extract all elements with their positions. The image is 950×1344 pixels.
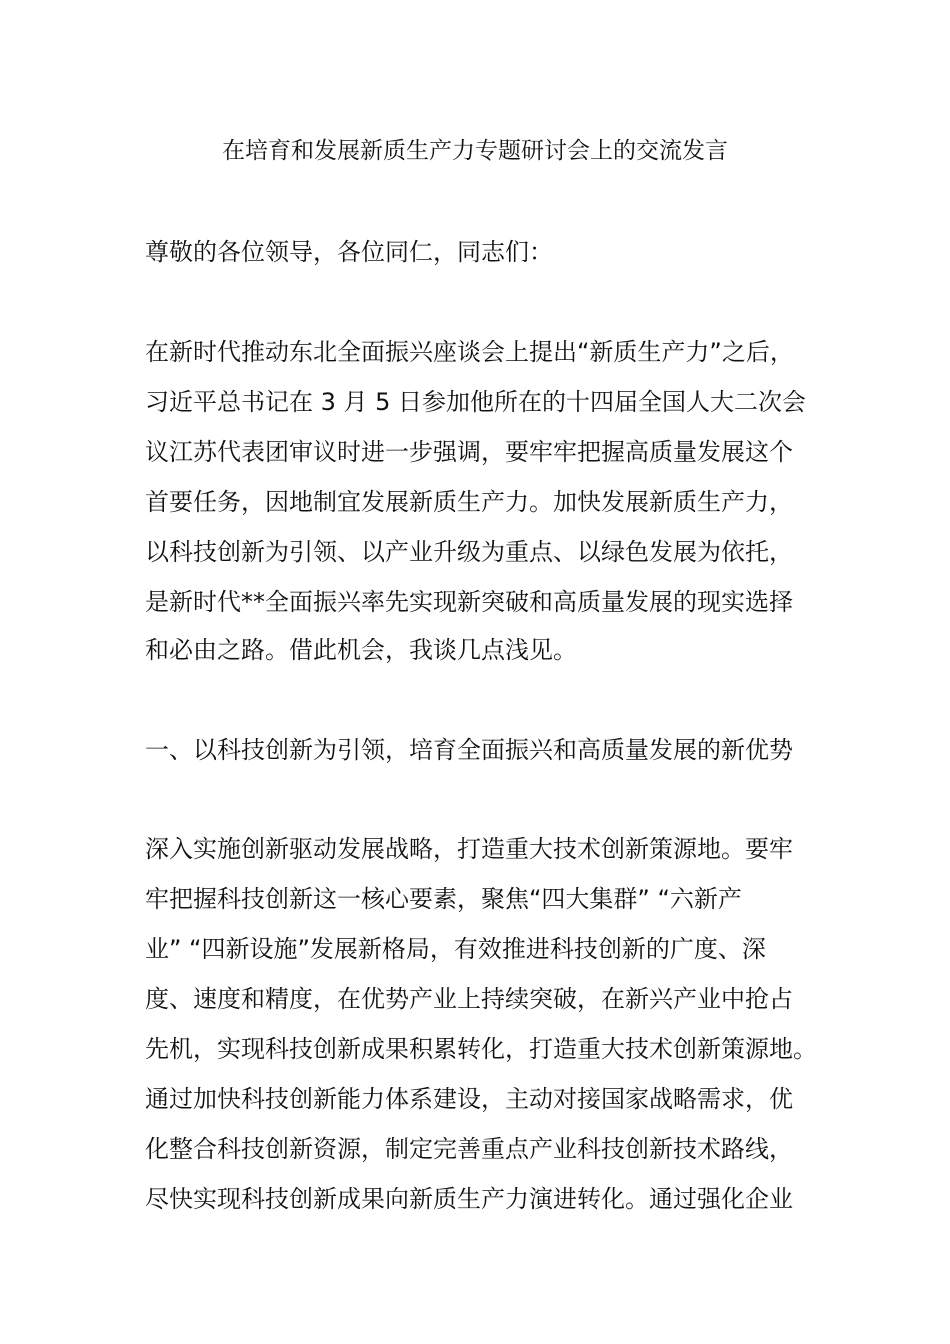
intro-line-3: 议江苏代表团审议时进一步强调，要牢牢把握高质量发展这个 (145, 438, 793, 466)
intro-line-5: 以科技创新为引领、以产业升级为重点、以绿色发展为依托， (145, 538, 793, 566)
intro-line-1: 在新时代推动东北全面振兴座谈会上提出“新质生产力”之后， (145, 338, 794, 366)
document-title: 在培育和发展新质生产力专题研讨会上的交流发言 (222, 138, 728, 164)
section1-line-8: 尽快实现科技创新成果向新质生产力演进转化。通过强化企业 (145, 1185, 793, 1213)
intro-line-7: 和必由之路。借此机会，我谈几点浅见。 (145, 636, 577, 664)
intro-line-2: 习近平总书记在 3 月 5 日参加他所在的十四届全国人大二次会 (145, 388, 807, 416)
section1-line-2: 牢把握科技创新这一核心要素，聚焦“四大集群” “六新产 (145, 885, 742, 913)
section1-line-3: 业” “四新设施”发展新格局，有效推进科技创新的广度、深 (145, 935, 766, 963)
intro-line-4: 首要任务，因地制宜发展新质生产力。加快发展新质生产力， (145, 488, 793, 516)
intro-line-6: 是新时代**全面振兴率先实现新突破和高质量发展的现实选择 (145, 588, 793, 616)
section1-line-7: 化整合科技创新资源，制定完善重点产业科技创新技术路线， (145, 1135, 793, 1163)
section1-line-1: 深入实施创新驱动发展战略，打造重大技术创新策源地。要牢 (145, 835, 793, 863)
salutation: 尊敬的各位领导，各位同仁，同志们： (145, 238, 553, 266)
section1-line-5: 先机，实现科技创新成果积累转化，打造重大技术创新策源地。 (145, 1035, 817, 1063)
section1-line-6: 通过加快科技创新能力体系建设，主动对接国家战略需求，优 (145, 1085, 793, 1113)
section1-heading: 一、以科技创新为引领，培育全面振兴和高质量发展的新优势 (145, 736, 793, 764)
section1-line-4: 度、速度和精度，在优势产业上持续突破，在新兴产业中抢占 (145, 985, 793, 1013)
